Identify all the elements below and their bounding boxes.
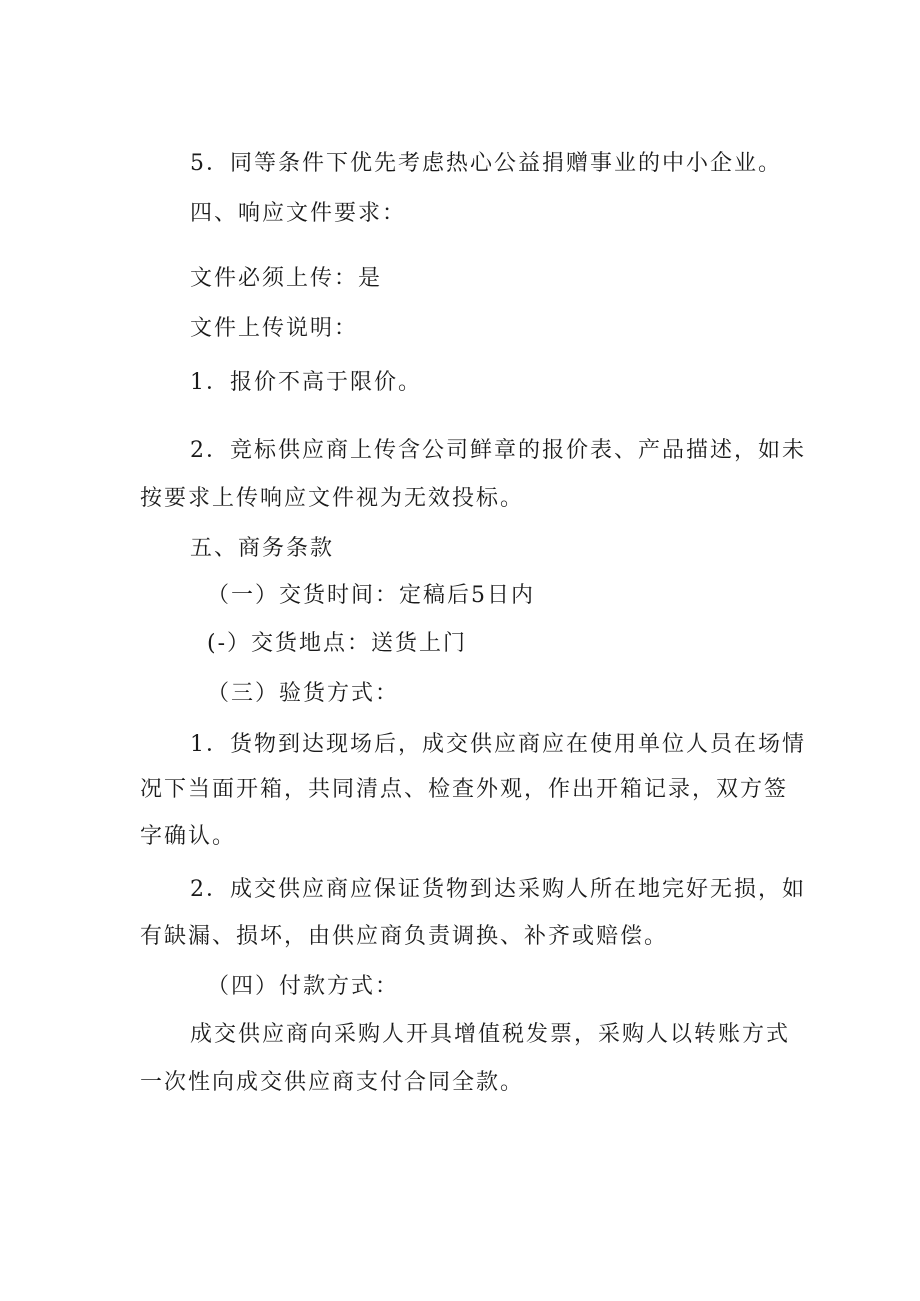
- delivery-time: （一）交货时间：定稿后5日内: [207, 583, 535, 608]
- inspection-1-line-3: 字确认。: [140, 824, 237, 849]
- requirement-1-price: 1．报价不高于限价。: [190, 370, 422, 395]
- section-4-heading: 四、响应文件要求：: [190, 201, 407, 226]
- delivery-location: (-）交货地点：送货上门: [207, 631, 468, 656]
- payment-line-1: 成交供应商向采购人开具增值税发票，采购人以转账方式: [190, 1022, 791, 1047]
- requirement-2-line-1: 2．竞标供应商上传含公司鲜章的报价表、产品描述，如未: [190, 438, 806, 463]
- inspection-method-heading: （三）验货方式：: [207, 681, 400, 706]
- requirement-2-line-2: 按要求上传响应文件视为无效投标。: [140, 486, 525, 511]
- file-upload-description-label: 文件上传说明：: [190, 316, 359, 341]
- file-upload-required: 文件必须上传：是: [190, 266, 383, 291]
- inspection-2-line-1: 2．成交供应商应保证货物到达采购人所在地完好无损，如: [190, 877, 806, 902]
- item-5-preference: 5．同等条件下优先考虑热心公益捐赠事业的中小企业。: [190, 151, 782, 176]
- inspection-1-line-1: 1．货物到达现场后，成交供应商应在使用单位人员在场情: [190, 732, 806, 757]
- inspection-1-line-2: 况下当面开箱，共同清点、检查外观，作出开箱记录，双方签: [140, 777, 789, 802]
- inspection-2-line-2: 有缺漏、损坏，由供应商负责调换、补齐或赔偿。: [140, 924, 669, 949]
- payment-line-2: 一次性向成交供应商支付合同全款。: [140, 1070, 525, 1095]
- payment-method-heading: （四）付款方式：: [207, 974, 400, 999]
- section-5-heading: 五、商务条款: [190, 536, 335, 561]
